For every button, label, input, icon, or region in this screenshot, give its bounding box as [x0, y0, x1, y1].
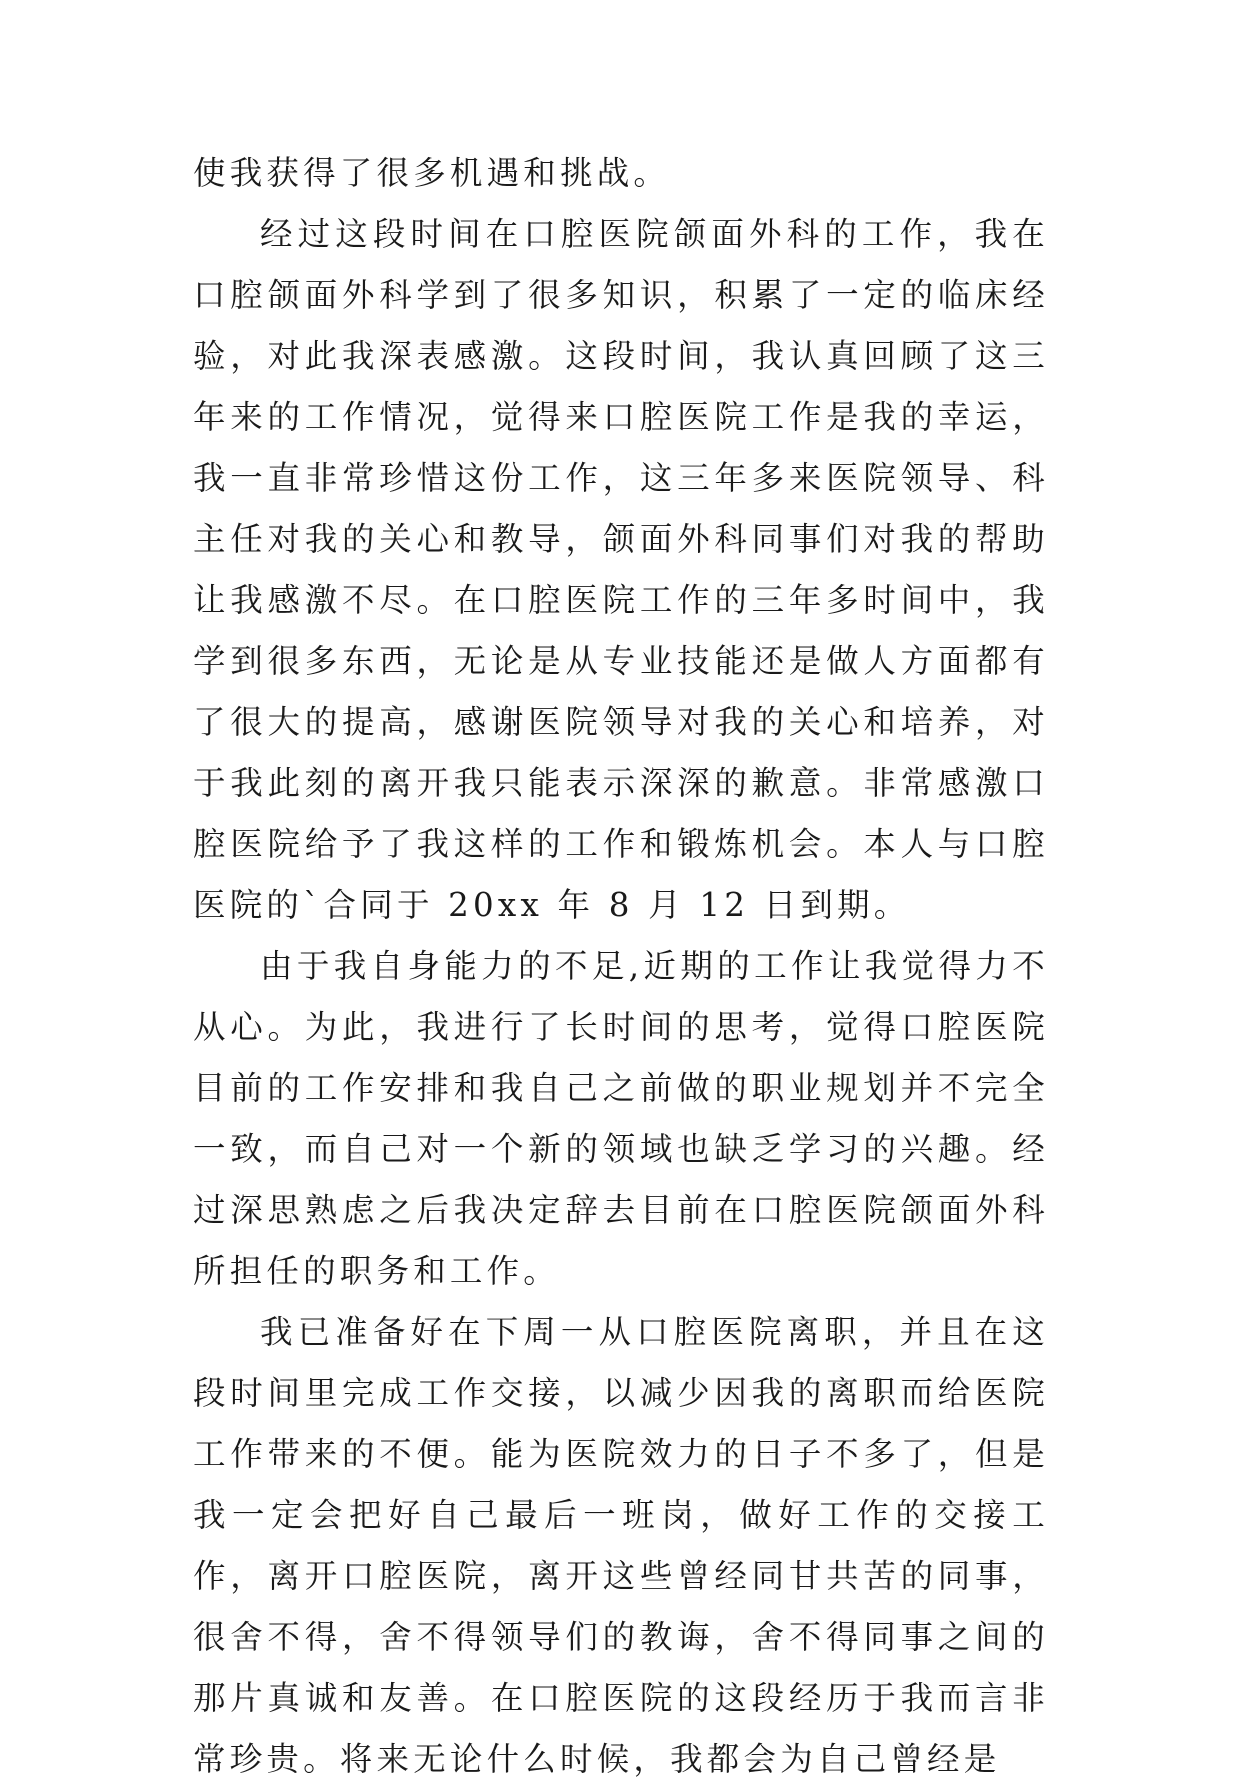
paragraph-resignation-reason: 由于我自身能力的不足,近期的工作让我觉得力不从心。为此，我进行了长时间的思考，觉得口腔医院目前的工作安排和我自己之前做的职业规划并不完全一致，而自己对一个新的领域也缺乏学习的兴趣。经过深思熟虑之后我决定辞去目前在口腔医院颌面外科所担任的职务和工作。	[193, 947, 1049, 1290]
paragraph-handover: 我已准备好在下周一从口腔医院离职，并且在这段时间里完成工作交接，以减少因我的离职而给医院工作带来的不便。能为医院效力的日子不多了，但是我一定会把好自己最后一班岗，做好工作的交接工作，离开口腔医院，离开这些曾经同甘共苦的同事，很舍不得，舍不得领导们的教诲，舍不得同事之间的那片真诚和友善。在口腔医院的这段经历于我而言非常珍贵。将来无论什么时候，我都会为自己曾经是	[193, 1313, 1049, 1778]
paragraph-continuation: 使我获得了很多机遇和挑战。	[193, 154, 671, 192]
paragraph-work-experience: 经过这段时间在口腔医院颌面外科的工作，我在口腔颌面外科学到了很多知识，积累了一定的临床经验，对此我深表感激。这段时间，我认真回顾了这三年来的工作情况，觉得来口腔医院工作是我的幸运，我一直非常珍惜这份工作，这三年多来医院领导、科主任对我的关心和教导，颌面外科同事们对我的帮助让我感激不尽。在口腔医院工作的三年多时间中，我学到很多东西，无论是从专业技能还是做人方面都有了很大的提高，感谢医院领导对我的关心和培养，对于我此刻的离开我只能表示深深的歉意。非常感激口腔医院给予了我这样的工作和锻炼机会。本人与口腔医院的`合同于 20xx 年 8 月 12 日到期。	[193, 215, 1049, 924]
document-body	[193, 143, 1049, 1790]
